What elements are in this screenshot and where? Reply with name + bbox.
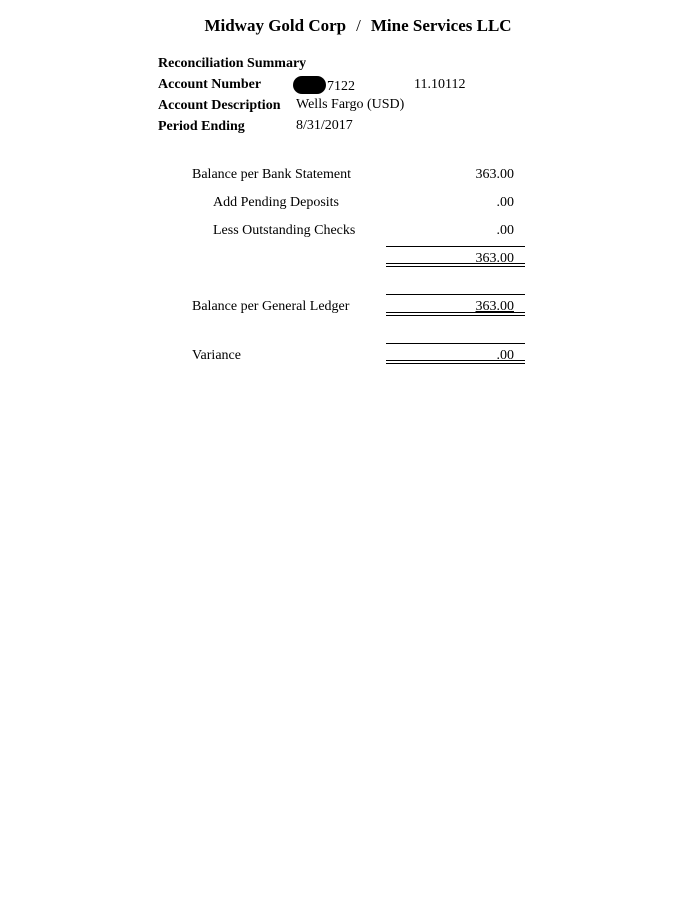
gl-account-number: 11.10112 — [414, 77, 466, 92]
summary-heading: Reconciliation Summary — [158, 56, 307, 71]
outstanding-checks-value: .00 — [496, 223, 514, 238]
account-description-label: Account Description — [158, 98, 281, 113]
title-separator: / — [356, 16, 361, 35]
bank-statement-label: Balance per Bank Statement — [192, 167, 351, 182]
ledger-top-rule — [386, 294, 525, 295]
account-number-suffix: 7122 — [327, 79, 355, 94]
report-title — [0, 16, 686, 36]
pending-deposits-label: Add Pending Deposits — [213, 195, 339, 210]
period-ending-value: 8/31/2017 — [296, 118, 353, 133]
variance-double-rule — [386, 360, 525, 364]
account-number-value — [293, 76, 355, 95]
entity-name: Mine Services LLC — [370, 16, 512, 35]
variance-label: Variance — [192, 348, 241, 363]
variance-value: .00 — [496, 348, 514, 363]
company-name: Midway Gold Corp — [204, 16, 347, 35]
redaction-mark — [293, 76, 326, 94]
pending-deposits-value: .00 — [496, 195, 514, 210]
period-ending-label: Period Ending — [158, 119, 245, 134]
variance-top-rule — [386, 343, 525, 344]
general-ledger-value: 363.00 — [475, 299, 514, 314]
general-ledger-label: Balance per General Ledger — [192, 299, 350, 314]
bank-statement-value: 363.00 — [475, 167, 514, 182]
account-number-label: Account Number — [158, 77, 262, 92]
account-description-value: Wells Fargo (USD) — [296, 97, 405, 112]
adjusted-total-value: 363.00 — [475, 251, 514, 266]
subtotal-rule — [386, 246, 525, 247]
ledger-double-rule — [386, 312, 525, 316]
adjusted-total-double-rule — [386, 263, 525, 267]
outstanding-checks-label: Less Outstanding Checks — [213, 223, 356, 238]
